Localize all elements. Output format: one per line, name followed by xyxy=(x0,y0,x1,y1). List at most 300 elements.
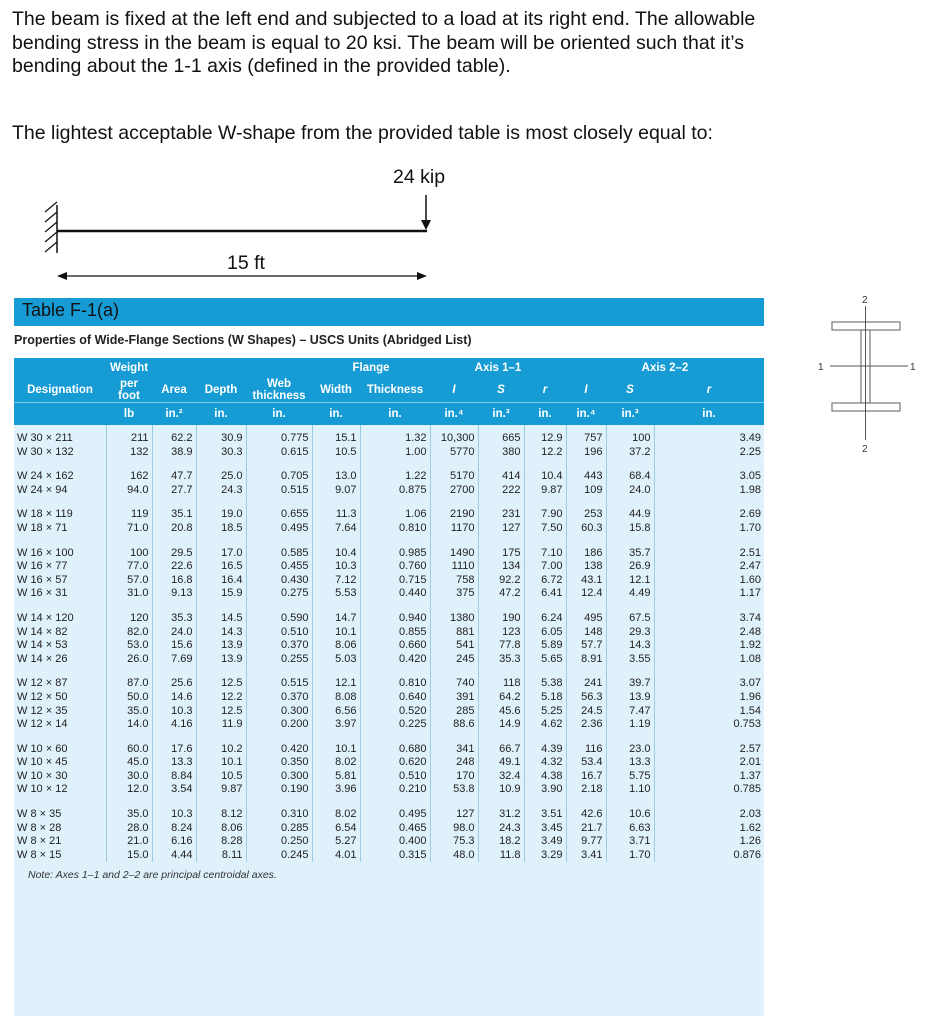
table-row xyxy=(14,547,764,561)
cell-flange-width: 8.02 xyxy=(312,808,360,822)
cell-S1: 31.2 xyxy=(478,808,524,822)
cell-web-thickness: 0.245 xyxy=(246,849,312,863)
cell-r2: 2.03 xyxy=(654,808,764,822)
cell-r2: 3.49 xyxy=(654,432,764,446)
cell-area: 4.44 xyxy=(152,849,196,863)
cell-web-thickness: 0.615 xyxy=(246,446,312,460)
cell-flange-thickness: 0.640 xyxy=(360,691,430,705)
cell-r1: 7.90 xyxy=(524,508,566,522)
cell-designation: W 12 × 14 xyxy=(17,718,68,731)
cell-area: 7.69 xyxy=(152,653,196,667)
table-note: Note: Axes 1–1 and 2–2 are principal centroidal axes. xyxy=(28,869,277,882)
header-row-2 xyxy=(14,378,764,403)
header-per: per xyxy=(120,378,138,390)
cross-section-axes-figure xyxy=(808,290,918,460)
cell-I2: 443 xyxy=(566,470,606,484)
cell-web-thickness: 0.495 xyxy=(246,522,312,536)
cell-area: 62.2 xyxy=(152,432,196,446)
cell-depth: 24.3 xyxy=(196,484,246,498)
group-spacer xyxy=(14,536,764,547)
cell-S2: 15.8 xyxy=(606,522,654,536)
cell-r1: 3.29 xyxy=(524,849,566,863)
cell-depth: 8.12 xyxy=(196,808,246,822)
cell-designation: W 24 × 94 xyxy=(17,483,68,496)
cell-weight: 50.0 xyxy=(106,691,152,705)
cell-r2: 1.70 xyxy=(654,522,764,536)
unit-weight: lb xyxy=(106,403,152,426)
cell-r1: 7.00 xyxy=(524,560,566,574)
cell-flange-width: 10.1 xyxy=(312,743,360,757)
cell-designation: W 12 × 35 xyxy=(17,704,68,717)
cell-S2: 1.10 xyxy=(606,783,654,797)
cell-web-thickness: 0.310 xyxy=(246,808,312,822)
cell-S1: 45.6 xyxy=(478,705,524,719)
header-thickness: Thickness xyxy=(360,378,430,403)
cell-weight: 100 xyxy=(106,547,152,561)
cell-designation: W 16 × 100 xyxy=(17,546,74,559)
cell-I1: 170 xyxy=(430,770,478,784)
cell-designation: W 8 × 15 xyxy=(17,848,62,861)
cell-S1: 134 xyxy=(478,560,524,574)
cell-designation: W 30 × 211 xyxy=(17,432,73,444)
cell-depth: 8.11 xyxy=(196,849,246,863)
cell-flange-width: 7.12 xyxy=(312,574,360,588)
cell-depth: 13.9 xyxy=(196,653,246,667)
cell-weight: 120 xyxy=(106,612,152,626)
cell-flange-width: 6.56 xyxy=(312,705,360,719)
cell-r1: 7.50 xyxy=(524,522,566,536)
cell-S1: 127 xyxy=(478,522,524,536)
table-row xyxy=(14,574,764,588)
unit-S1: in.³ xyxy=(478,403,524,426)
cell-depth: 19.0 xyxy=(196,508,246,522)
unit-I1: in.⁴ xyxy=(430,403,478,426)
cell-S1: 190 xyxy=(478,612,524,626)
cell-I2: 186 xyxy=(566,547,606,561)
cell-area: 14.6 xyxy=(152,691,196,705)
cell-area: 6.16 xyxy=(152,835,196,849)
cell-flange-thickness: 1.22 xyxy=(360,470,430,484)
cell-weight: 45.0 xyxy=(106,756,152,770)
cell-weight: 35.0 xyxy=(106,808,152,822)
table-row xyxy=(14,432,764,446)
cell-web-thickness: 0.300 xyxy=(246,705,312,719)
cell-depth: 10.5 xyxy=(196,770,246,784)
cell-flange-thickness: 0.210 xyxy=(360,783,430,797)
cell-r2: 3.05 xyxy=(654,470,764,484)
cell-designation: W 14 × 82 xyxy=(17,625,68,638)
cell-r1: 3.51 xyxy=(524,808,566,822)
cell-designation: W 18 × 119 xyxy=(17,508,73,521)
cell-designation: W 8 × 35 xyxy=(17,808,62,821)
cell-I1: 98.0 xyxy=(430,822,478,836)
cell-designation: W 10 × 30 xyxy=(17,769,68,782)
cell-flange-thickness: 0.660 xyxy=(360,639,430,653)
table-row xyxy=(14,653,764,667)
cell-weight: 211 xyxy=(106,432,152,446)
cell-I1: 245 xyxy=(430,653,478,667)
cell-S1: 47.2 xyxy=(478,587,524,601)
cell-S1: 11.8 xyxy=(478,849,524,863)
cell-S2: 7.47 xyxy=(606,705,654,719)
problem-line-3: bending about the 1-1 axis (defined in the provided table). xyxy=(12,55,511,77)
unit-thickness: in. xyxy=(360,403,430,426)
cell-S1: 414 xyxy=(478,470,524,484)
cell-S1: 123 xyxy=(478,626,524,640)
cell-area: 27.7 xyxy=(152,484,196,498)
header-r1: r xyxy=(524,378,566,403)
group-spacer xyxy=(14,732,764,743)
cell-S1: 175 xyxy=(478,547,524,561)
cell-S1: 64.2 xyxy=(478,691,524,705)
cell-designation: W 10 × 12 xyxy=(17,783,68,796)
cell-flange-thickness: 0.400 xyxy=(360,835,430,849)
cell-flange-thickness: 0.225 xyxy=(360,718,430,732)
cell-I2: 12.4 xyxy=(566,587,606,601)
cell-I2: 42.6 xyxy=(566,808,606,822)
cell-I2: 3.41 xyxy=(566,849,606,863)
cell-r2: 1.96 xyxy=(654,691,764,705)
cell-flange-width: 3.97 xyxy=(312,718,360,732)
cell-depth: 25.0 xyxy=(196,470,246,484)
cell-flange-thickness: 1.00 xyxy=(360,446,430,460)
cell-flange-thickness: 0.315 xyxy=(360,849,430,863)
cell-r1: 5.25 xyxy=(524,705,566,719)
cell-I1: 2700 xyxy=(430,484,478,498)
table-title: Table F-1(a) xyxy=(22,300,120,320)
cell-area: 3.54 xyxy=(152,783,196,797)
cell-S2: 23.0 xyxy=(606,743,654,757)
cell-S2: 4.49 xyxy=(606,587,654,601)
table-row xyxy=(14,743,764,757)
header-web: Web xyxy=(266,378,292,390)
cell-r2: 1.26 xyxy=(654,835,764,849)
header-designation: Designation xyxy=(14,378,106,403)
cell-depth: 30.3 xyxy=(196,446,246,460)
cell-designation: W 18 × 71 xyxy=(17,521,68,534)
cell-web-thickness: 0.430 xyxy=(246,574,312,588)
cell-flange-width: 10.3 xyxy=(312,560,360,574)
cell-flange-width: 4.01 xyxy=(312,849,360,863)
cell-depth: 8.06 xyxy=(196,822,246,836)
cell-S1: 77.8 xyxy=(478,639,524,653)
table-row xyxy=(14,587,764,601)
cell-r1: 5.89 xyxy=(524,639,566,653)
cell-I1: 341 xyxy=(430,743,478,757)
cell-I1: 375 xyxy=(430,587,478,601)
cell-designation: W 14 × 120 xyxy=(17,611,74,624)
table-title-bar xyxy=(14,298,764,326)
cell-r1: 4.62 xyxy=(524,718,566,732)
cell-S1: 49.1 xyxy=(478,756,524,770)
header-web-thickness: thickness xyxy=(252,390,306,402)
cell-r1: 5.65 xyxy=(524,653,566,667)
table-row xyxy=(14,560,764,574)
cell-r1: 4.38 xyxy=(524,770,566,784)
cell-weight: 53.0 xyxy=(106,639,152,653)
cell-area: 20.8 xyxy=(152,522,196,536)
cell-flange-width: 14.7 xyxy=(312,612,360,626)
cell-I2: 148 xyxy=(566,626,606,640)
table-row xyxy=(14,718,764,732)
header-r2: r xyxy=(654,378,764,403)
cell-r2: 3.07 xyxy=(654,677,764,691)
cell-r2: 1.54 xyxy=(654,705,764,719)
cell-weight: 28.0 xyxy=(106,822,152,836)
table-row xyxy=(14,835,764,849)
table-row xyxy=(14,508,764,522)
cell-web-thickness: 0.370 xyxy=(246,639,312,653)
cell-designation: W 30 × 132 xyxy=(17,445,74,458)
cell-designation: W 16 × 57 xyxy=(17,573,68,586)
cell-r2: 0.753 xyxy=(654,718,764,732)
group-spacer xyxy=(14,797,764,808)
cell-area: 35.3 xyxy=(152,612,196,626)
cell-I2: 757 xyxy=(566,432,606,446)
cell-flange-width: 15.1 xyxy=(312,432,360,446)
cell-web-thickness: 0.200 xyxy=(246,718,312,732)
cell-depth: 12.2 xyxy=(196,691,246,705)
cell-area: 10.3 xyxy=(152,705,196,719)
cell-I1: 1490 xyxy=(430,547,478,561)
cell-area: 4.16 xyxy=(152,718,196,732)
cell-S2: 1.19 xyxy=(606,718,654,732)
cell-flange-thickness: 1.32 xyxy=(360,432,430,446)
cell-I1: 1170 xyxy=(430,522,478,536)
header-depth: Depth xyxy=(196,378,246,403)
cell-flange-width: 10.4 xyxy=(312,547,360,561)
cell-flange-width: 8.02 xyxy=(312,756,360,770)
cell-designation: W 8 × 21 xyxy=(17,835,62,848)
table-body xyxy=(14,425,764,862)
cell-S2: 29.3 xyxy=(606,626,654,640)
cell-S1: 380 xyxy=(478,446,524,460)
cell-designation: W 14 × 26 xyxy=(17,652,68,665)
cell-weight: 35.0 xyxy=(106,705,152,719)
cell-I1: 758 xyxy=(430,574,478,588)
axis-2-bottom-label: 2 xyxy=(862,444,868,455)
cell-flange-thickness: 0.510 xyxy=(360,770,430,784)
cell-I2: 241 xyxy=(566,677,606,691)
cell-depth: 16.4 xyxy=(196,574,246,588)
cell-weight: 87.0 xyxy=(106,677,152,691)
cell-flange-thickness: 0.855 xyxy=(360,626,430,640)
cell-flange-width: 8.06 xyxy=(312,639,360,653)
cell-flange-thickness: 0.465 xyxy=(360,822,430,836)
table-row xyxy=(14,626,764,640)
table-row xyxy=(14,783,764,797)
cell-weight: 12.0 xyxy=(106,783,152,797)
cell-I1: 285 xyxy=(430,705,478,719)
cell-I1: 248 xyxy=(430,756,478,770)
cell-I1: 1110 xyxy=(430,560,478,574)
cell-I1: 48.0 xyxy=(430,849,478,863)
cell-r1: 5.18 xyxy=(524,691,566,705)
cell-designation: W 10 × 60 xyxy=(17,742,68,755)
cell-web-thickness: 0.775 xyxy=(246,432,312,446)
cell-flange-width: 3.96 xyxy=(312,783,360,797)
cell-I1: 881 xyxy=(430,626,478,640)
cell-designation: W 12 × 87 xyxy=(17,677,68,690)
cell-S1: 66.7 xyxy=(478,743,524,757)
cell-depth: 14.3 xyxy=(196,626,246,640)
cell-S2: 3.55 xyxy=(606,653,654,667)
cell-r1: 6.24 xyxy=(524,612,566,626)
cell-flange-thickness: 0.985 xyxy=(360,547,430,561)
unit-width: in. xyxy=(312,403,360,426)
cell-S2: 12.1 xyxy=(606,574,654,588)
cell-I2: 2.36 xyxy=(566,718,606,732)
unit-S2: in.³ xyxy=(606,403,654,426)
cell-area: 24.0 xyxy=(152,626,196,640)
cell-depth: 13.9 xyxy=(196,639,246,653)
unit-r2: in. xyxy=(654,403,764,426)
table-row xyxy=(14,446,764,460)
cell-flange-width: 10.1 xyxy=(312,626,360,640)
cell-S1: 92.2 xyxy=(478,574,524,588)
cell-flange-width: 7.64 xyxy=(312,522,360,536)
load-arrow-icon xyxy=(421,195,431,230)
table-row xyxy=(14,849,764,863)
cell-flange-thickness: 0.420 xyxy=(360,653,430,667)
cell-web-thickness: 0.300 xyxy=(246,770,312,784)
cell-S1: 118 xyxy=(478,677,524,691)
cell-weight: 60.0 xyxy=(106,743,152,757)
cell-r2: 1.37 xyxy=(654,770,764,784)
cell-area: 15.6 xyxy=(152,639,196,653)
cell-designation: W 16 × 77 xyxy=(17,560,68,573)
table-row xyxy=(14,756,764,770)
cell-weight: 162 xyxy=(106,470,152,484)
group-spacer xyxy=(14,425,764,432)
cell-S2: 44.9 xyxy=(606,508,654,522)
cell-flange-thickness: 0.680 xyxy=(360,743,430,757)
cell-depth: 30.9 xyxy=(196,432,246,446)
cell-I1: 740 xyxy=(430,677,478,691)
header-flange: Flange xyxy=(312,358,430,378)
cell-S2: 26.9 xyxy=(606,560,654,574)
cell-area: 8.84 xyxy=(152,770,196,784)
cell-area: 29.5 xyxy=(152,547,196,561)
cell-r2: 1.92 xyxy=(654,639,764,653)
cell-depth: 8.28 xyxy=(196,835,246,849)
cell-flange-thickness: 0.495 xyxy=(360,808,430,822)
cell-r1: 4.32 xyxy=(524,756,566,770)
cell-I2: 138 xyxy=(566,560,606,574)
group-spacer xyxy=(14,601,764,612)
cell-S2: 14.3 xyxy=(606,639,654,653)
cell-I1: 127 xyxy=(430,808,478,822)
cell-weight: 71.0 xyxy=(106,522,152,536)
cell-depth: 14.5 xyxy=(196,612,246,626)
header-foot: foot xyxy=(118,390,140,402)
cell-I2: 116 xyxy=(566,743,606,757)
cell-designation: W 8 × 28 xyxy=(17,821,62,834)
cell-I2: 24.5 xyxy=(566,705,606,719)
cell-flange-thickness: 0.520 xyxy=(360,705,430,719)
cell-I1: 2190 xyxy=(430,508,478,522)
cell-I2: 9.77 xyxy=(566,835,606,849)
cell-S2: 24.0 xyxy=(606,484,654,498)
cell-S1: 10.9 xyxy=(478,783,524,797)
cell-designation: W 14 × 53 xyxy=(17,639,68,652)
cell-I2: 16.7 xyxy=(566,770,606,784)
cell-area: 22.6 xyxy=(152,560,196,574)
cell-flange-thickness: 0.810 xyxy=(360,522,430,536)
cell-S1: 222 xyxy=(478,484,524,498)
table-row xyxy=(14,691,764,705)
group-spacer xyxy=(14,497,764,508)
cell-I2: 60.3 xyxy=(566,522,606,536)
axis-1-right-label: 1 xyxy=(910,362,916,373)
header-units-row xyxy=(14,403,764,426)
cell-S2: 1.70 xyxy=(606,849,654,863)
cell-area: 35.1 xyxy=(152,508,196,522)
cell-r1: 6.72 xyxy=(524,574,566,588)
cell-r2: 2.69 xyxy=(654,508,764,522)
cell-S2: 10.6 xyxy=(606,808,654,822)
cell-depth: 12.5 xyxy=(196,705,246,719)
cell-I1: 391 xyxy=(430,691,478,705)
header-weight: Weight xyxy=(106,358,152,378)
cell-r2: 1.08 xyxy=(654,653,764,667)
cell-web-thickness: 0.420 xyxy=(246,743,312,757)
cell-I1: 541 xyxy=(430,639,478,653)
cell-area: 8.24 xyxy=(152,822,196,836)
cell-I2: 495 xyxy=(566,612,606,626)
cell-I2: 253 xyxy=(566,508,606,522)
cell-S2: 13.3 xyxy=(606,756,654,770)
cell-I1: 75.3 xyxy=(430,835,478,849)
cell-web-thickness: 0.275 xyxy=(246,587,312,601)
cell-depth: 16.5 xyxy=(196,560,246,574)
cell-r2: 1.17 xyxy=(654,587,764,601)
header-axis-2-2: Axis 2–2 xyxy=(566,358,764,378)
cell-S1: 18.2 xyxy=(478,835,524,849)
cell-weight: 26.0 xyxy=(106,653,152,667)
cell-S1: 32.4 xyxy=(478,770,524,784)
cell-I2: 196 xyxy=(566,446,606,460)
span-label: 15 ft xyxy=(227,252,265,274)
cell-depth: 9.87 xyxy=(196,783,246,797)
cell-flange-width: 5.27 xyxy=(312,835,360,849)
cell-I1: 10,300 xyxy=(430,432,478,446)
cell-S1: 35.3 xyxy=(478,653,524,667)
cell-flange-width: 10.5 xyxy=(312,446,360,460)
cell-designation: W 24 × 162 xyxy=(17,470,74,483)
cell-web-thickness: 0.370 xyxy=(246,691,312,705)
cell-area: 9.13 xyxy=(152,587,196,601)
cell-S2: 39.7 xyxy=(606,677,654,691)
cell-I2: 56.3 xyxy=(566,691,606,705)
cell-I2: 43.1 xyxy=(566,574,606,588)
cell-S2: 5.75 xyxy=(606,770,654,784)
header-S2: S xyxy=(606,378,654,403)
cell-depth: 11.9 xyxy=(196,718,246,732)
cell-flange-thickness: 0.715 xyxy=(360,574,430,588)
cell-web-thickness: 0.590 xyxy=(246,612,312,626)
cell-flange-width: 5.03 xyxy=(312,653,360,667)
cell-flange-thickness: 0.875 xyxy=(360,484,430,498)
table-row xyxy=(14,470,764,484)
problem-line-1: The beam is fixed at the left end and subjected to a load at its right end. The allowable xyxy=(12,8,756,30)
cell-r2: 0.785 xyxy=(654,783,764,797)
unit-r1: in. xyxy=(524,403,566,426)
cell-web-thickness: 0.285 xyxy=(246,822,312,836)
group-spacer xyxy=(14,459,764,470)
cell-flange-width: 6.54 xyxy=(312,822,360,836)
cell-I2: 53.4 xyxy=(566,756,606,770)
